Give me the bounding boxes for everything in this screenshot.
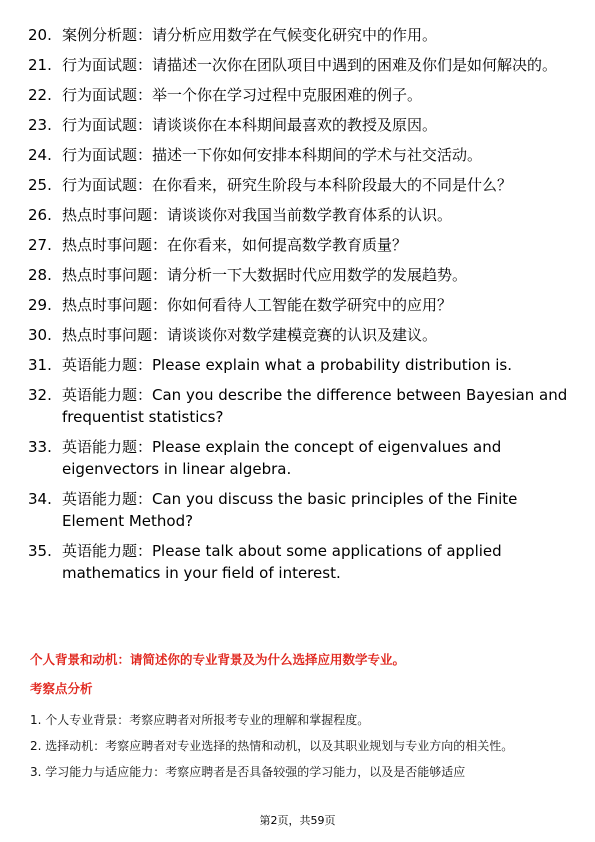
section-heading: 个人背景和动机：请简述你的专业背景及为什么选择应用数学专业。 — [30, 652, 406, 667]
list-item — [28, 144, 568, 166]
list-item — [28, 234, 568, 256]
list-item — [28, 488, 568, 532]
question-number: 29. — [28, 296, 52, 314]
analysis-list — [30, 707, 566, 785]
question-text: 热点时事问题：你如何看待人工智能在数学研究中的应用？ — [62, 296, 453, 314]
question-number: 26. — [28, 206, 52, 224]
question-number: 31. — [28, 356, 52, 374]
list-item — [28, 84, 568, 106]
list-item — [28, 540, 568, 584]
question-text: 热点时事问题：请谈谈你对数学建模竞赛的认识及建议。 — [62, 326, 438, 344]
question-text: 英语能力题：Please talk about some applications of applied mathematics in your field of interest. — [62, 542, 502, 582]
page-footer: 第2页，共59页 — [259, 814, 336, 827]
list-item — [28, 264, 568, 286]
question-text: 案例分析题：请分析应用数学在气候变化研究中的作用。 — [62, 26, 438, 44]
question-number: 24. — [28, 146, 52, 164]
question-number: 21. — [28, 56, 52, 74]
question-number: 35. — [28, 542, 52, 560]
question-text: 英语能力题：Can you discuss the basic principles of the Finite Element Method? — [62, 490, 518, 530]
list-item — [28, 174, 568, 196]
question-number: 23. — [28, 116, 52, 134]
question-text: 行为面试题：举一个你在学习过程中克服困难的例子。 — [62, 86, 423, 104]
question-number: 20. — [28, 26, 52, 44]
list-item — [28, 354, 568, 376]
question-text: 行为面试题：在你看来，研究生阶段与本科阶段最大的不同是什么？ — [62, 176, 513, 194]
analysis-item: 3. 学习能力与适应能力：考察应聘者是否具备较强的学习能力，以及是否能够适应 — [30, 765, 466, 779]
question-list — [28, 24, 568, 592]
question-number: 32. — [28, 386, 52, 404]
list-item — [28, 24, 568, 46]
question-number: 25. — [28, 176, 52, 194]
question-number: 30. — [28, 326, 52, 344]
analysis-item: 2. 选择动机：考察应聘者对专业选择的热情和动机，以及其职业规划与专业方向的相关性。 — [30, 739, 514, 753]
question-text: 英语能力题：Please explain what a probability distribution is. — [62, 356, 512, 374]
list-item — [28, 324, 568, 346]
question-text: 热点时事问题：在你看来，如何提高数学教育质量？ — [62, 236, 408, 254]
list-item — [28, 54, 568, 76]
question-text: 热点时事问题：请分析一下大数据时代应用数学的发展趋势。 — [62, 266, 468, 284]
question-number: 27. — [28, 236, 52, 254]
question-text: 行为面试题：请谈谈你在本科期间最喜欢的教授及原因。 — [62, 116, 438, 134]
list-item — [28, 204, 568, 226]
list-item — [28, 114, 568, 136]
list-item — [28, 384, 568, 428]
question-text: 行为面试题：描述一下你如何安排本科期间的学术与社交活动。 — [62, 146, 483, 164]
question-number: 28. — [28, 266, 52, 284]
question-text: 英语能力题：Can you describe the difference between Bayesian and frequentist statistics? — [62, 386, 568, 426]
question-text: 英语能力题：Please explain the concept of eigenvalues and eigenvectors in linear algebra. — [62, 438, 502, 478]
question-number: 34. — [28, 490, 52, 508]
question-text: 热点时事问题：请谈谈你对我国当前数学教育体系的认识。 — [62, 206, 453, 224]
list-item — [28, 436, 568, 480]
analysis-item: 1. 个人专业背景：考察应聘者对所报考专业的理解和掌握程度。 — [30, 713, 370, 727]
list-item — [28, 294, 568, 316]
analysis-heading: 考察点分析 — [30, 681, 93, 696]
question-text: 行为面试题：请描述一次你在团队项目中遇到的困难及你们是如何解决的。 — [62, 56, 558, 74]
question-number: 22. — [28, 86, 52, 104]
question-number: 33. — [28, 438, 52, 456]
